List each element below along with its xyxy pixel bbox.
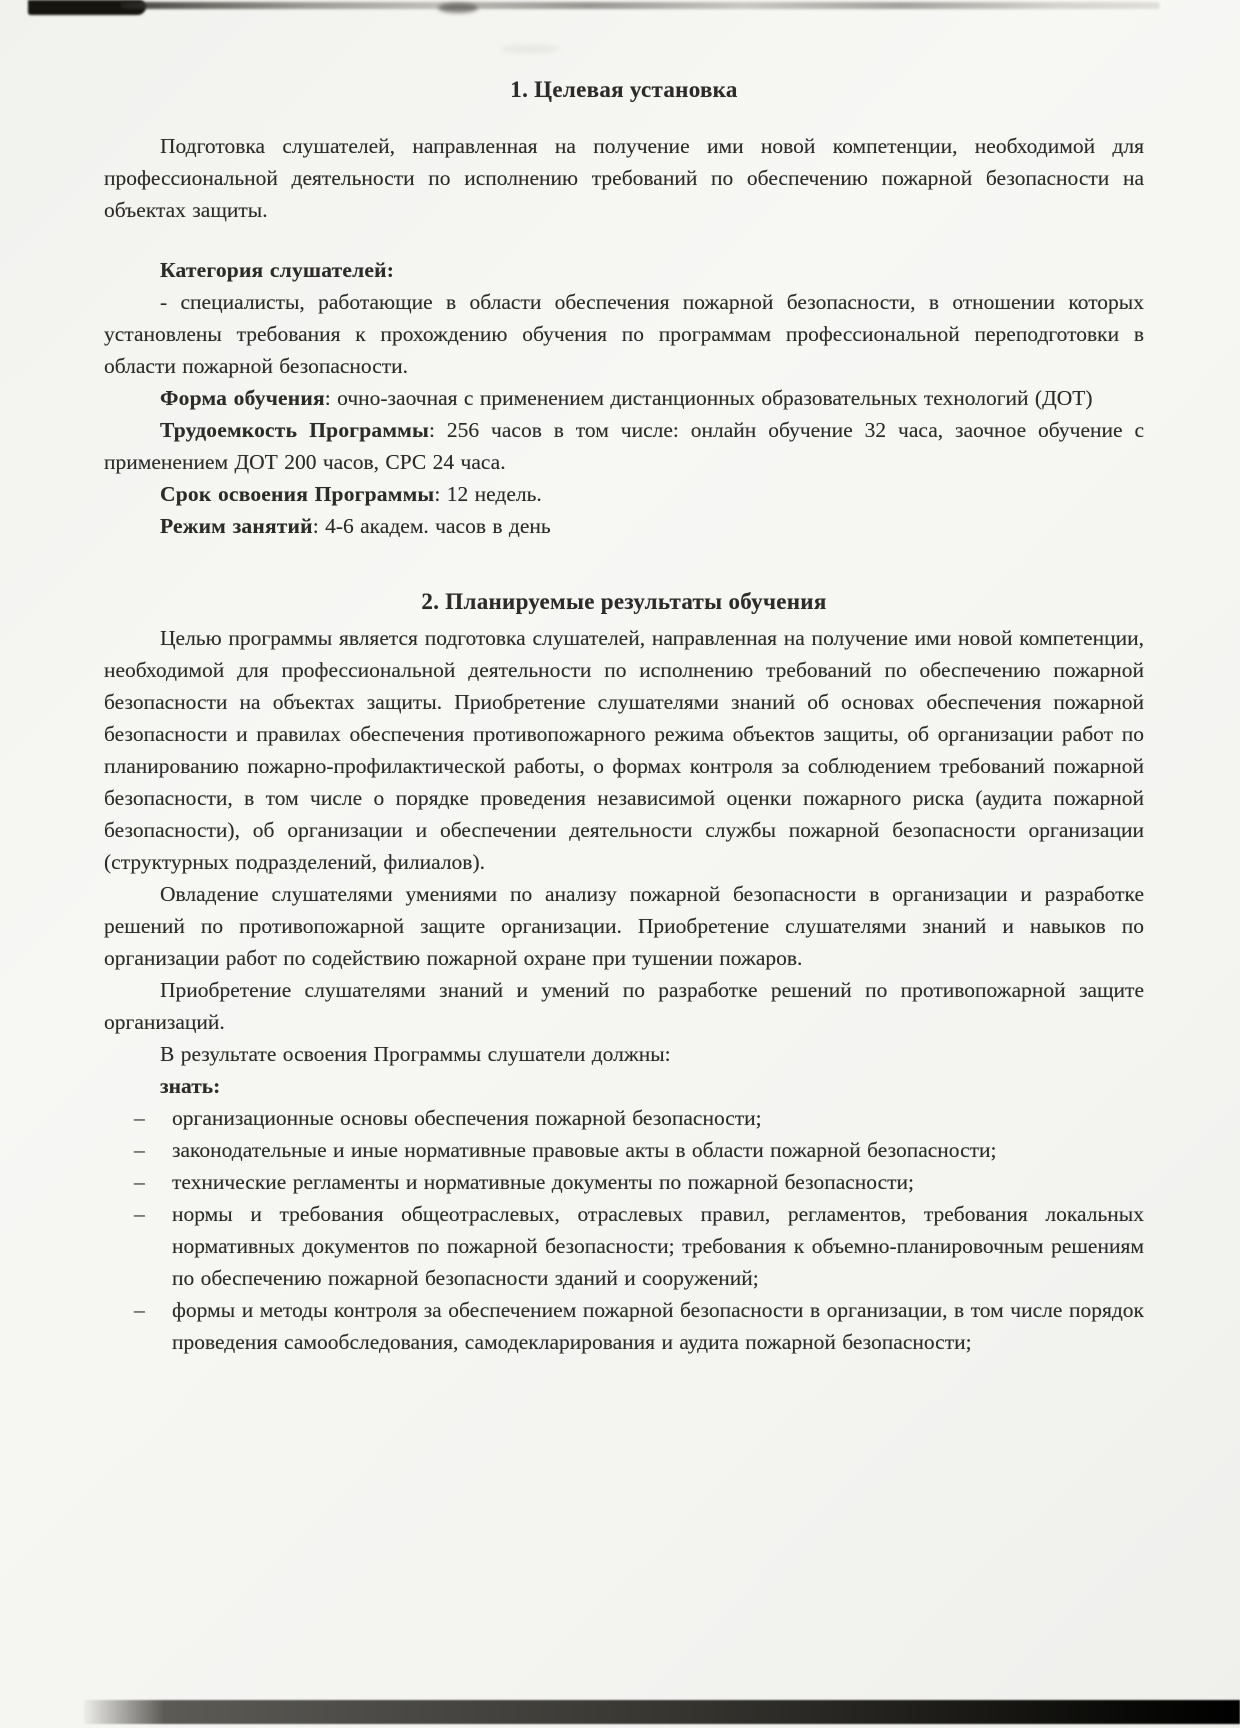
bullet-dash: – (134, 1298, 145, 1322)
category-text-paragraph: - специалисты, работающие в области обеспечения пожарной безопасности, в отношении которых установлены требования к прохождению обучения по программам профессиональной переподготовки в области пожарной безопасности. (104, 290, 1144, 378)
workload-line (104, 414, 1144, 478)
schedule-label: Режим занятий (160, 514, 313, 538)
list-item-text: организационные основы обеспечения пожарной безопасности; (172, 1106, 762, 1130)
section2-paragraph-2: Овладение слушателями умениями по анализу пожарной безопасности в организации и разработке решений по противопожарной защите организации. Приобретение слушателями знаний и навыков по организации работ по содействию пожарной охране при тушении пожаров. (104, 882, 1144, 970)
bullet-dash: – (134, 1170, 145, 1194)
list-item-text: законодательные и иные нормативные правовые акты в области пожарной безопасности; (172, 1138, 997, 1162)
list-item-text: технические регламенты и нормативные документы по пожарной безопасности; (172, 1170, 914, 1194)
know-label-line (104, 1070, 1144, 1102)
scan-artifact-top-line (120, 2, 1160, 9)
bullet-dash: – (134, 1138, 145, 1162)
workload-label: Трудоемкость Программы (160, 418, 430, 442)
workload-text: : 256 часов в том числе: онлайн обучение 32 часа, заочное обучение с применением ДОТ 200 часов, СРС 24 часа. (104, 418, 1144, 474)
schedule-line (104, 510, 1144, 542)
bullet-dash: – (134, 1202, 145, 1226)
category-label-line (104, 254, 1144, 286)
scan-artifact-top-left-blob (28, 0, 146, 15)
page-content (104, 74, 1144, 1358)
section2-paragraph-4: В результате освоения Программы слушатели должны: (160, 1042, 671, 1066)
duration-text: : 12 недель. (434, 482, 542, 506)
scan-artifact-bottom-bar (84, 1700, 1240, 1724)
category-label: Категория слушателей: (160, 258, 395, 282)
schedule-text: : 4-6 академ. часов в день (312, 514, 551, 538)
list-item (104, 1294, 1144, 1358)
bullet-dash: – (134, 1106, 145, 1130)
list-item (104, 1166, 1144, 1198)
form-label: Форма обучения (160, 386, 325, 410)
list-item (104, 1134, 1144, 1166)
form-line (104, 382, 1144, 414)
section2-paragraph-3: Приобретение слушателями знаний и умений по разработке решений по противопожарной защите организаций. (104, 978, 1144, 1034)
list-item-text: формы и методы контроля за обеспечением пожарной безопасности в организации, в том числе порядок проведения самообследования, самодекларирования и аудита пожарной безопасности; (172, 1298, 1144, 1354)
list-item-text: нормы и требования общеотраслевых, отраслевых правил, регламентов, требования локальных нормативных документов по пожарной безопасности; требования к объемно-планировочным решениям по обеспечению пожарной безопасности зданий и сооружений; (172, 1202, 1144, 1290)
duration-label: Срок освоения Программы (160, 482, 435, 506)
duration-line (104, 478, 1144, 510)
know-label: знать: (160, 1074, 221, 1098)
form-text: : очно-заочная с применением дистанционных образовательных технологий (ДОТ) (324, 386, 1093, 410)
section1-intro-paragraph: Подготовка слушателей, направленная на получение ими новой компетенции, необходимой для профессиональной деятельности по исполнению требований по обеспечению пожарной безопасности на объектах защиты. (104, 134, 1144, 222)
section1-heading: 1. Целевая установка (510, 77, 738, 102)
scan-artifact-light-smudge (500, 45, 560, 53)
section2-heading: 2. Планируемые результаты обучения (421, 589, 827, 614)
section2-paragraph-1: Целью программы является подготовка слушателей, направленная на получение ими новой компетенции, необходимой для профессиональной деятельности по исполнению требований по обеспечению пожарной безопасности на объектах защиты. Приобретение слушателями знаний об основах обеспечения пожарной безопасности и правилах обеспечения противопожарного режима объектов защиты, об организации работ по планированию пожарно-профилактической работы, о формах контроля за соблюдением требований пожарной безопасности, в том числе о порядке проведения независимой оценки пожарного риска (аудита пожарной безопасности), об организации и обеспечении деятельности службы пожарной безопасности организации (структурных подразделений, филиалов). (104, 626, 1144, 874)
list-item (104, 1102, 1144, 1134)
scan-artifact-top-smudge (438, 3, 478, 13)
list-item (104, 1198, 1144, 1294)
